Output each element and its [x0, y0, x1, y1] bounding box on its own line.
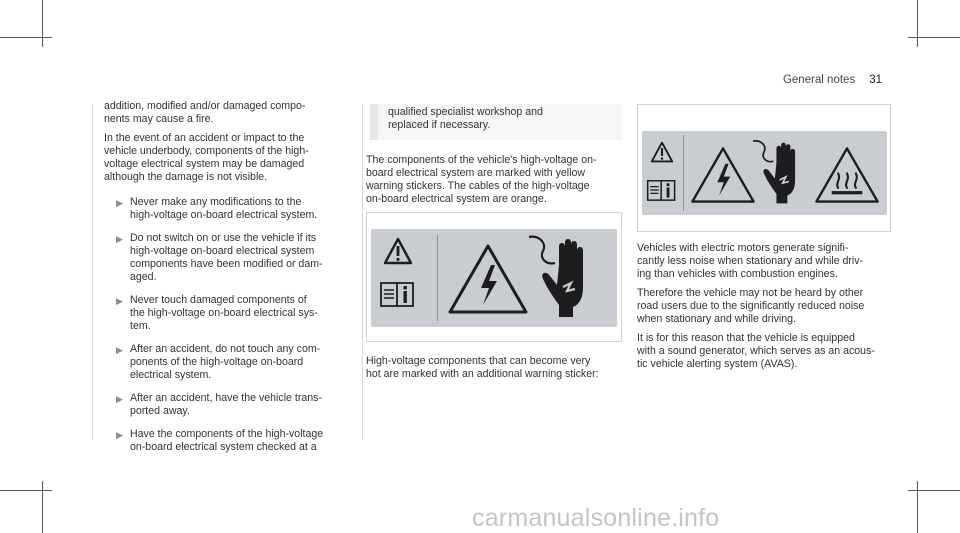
warning-triangle-icon [650, 141, 674, 163]
crop-mark [917, 481, 918, 533]
paragraph: addition, modified and/or damaged compo- nents may cause a fire. [104, 100, 306, 125]
paragraph: The components of the vehicle's high-voltage on- board electrical system are marked with yellow warning stickers. The cables of the high-voltage on-board electrical system are orange. [366, 154, 597, 205]
page-number: 31 [869, 74, 882, 86]
watermark: carmanualsonline.info [472, 504, 720, 532]
crop-mark [42, 0, 43, 47]
list-item-text: Have the components of the high-voltage on-board electrical system checked at a [130, 428, 324, 453]
list-item [104, 294, 344, 333]
arrow-bullet-icon: ▶ [116, 345, 123, 355]
arrow-bullet-icon: ▶ [116, 198, 123, 208]
column-divider [362, 104, 363, 440]
manual-info-icon [379, 279, 417, 309]
sticker-divider [437, 235, 438, 321]
crop-mark [0, 490, 52, 491]
arrow-bullet-icon: ▶ [116, 234, 123, 244]
warning-box-continuation [370, 104, 622, 140]
paragraph: It is for this reason that the vehicle is equipped with a sound generator, which serves as an acous- tic vehicle alerting system (AVAS). [637, 332, 875, 370]
paragraph: Vehicles with electric motors generate signifi- cantly less noise when stationary and while driv- ing than vehicles with combustion engines. [637, 242, 864, 280]
running-header [783, 74, 882, 86]
sticker-divider [683, 135, 684, 211]
column-right [637, 242, 897, 377]
arrow-bullet-icon: ▶ [116, 430, 123, 440]
list-item [104, 392, 344, 418]
list-item-text: After an accident, have the vehicle trans- ported away. [130, 392, 322, 417]
column-divider [92, 104, 93, 440]
warning-triangle-icon [383, 237, 413, 265]
column-left [104, 100, 344, 464]
column-middle [366, 104, 622, 212]
figure-hot-surface-sticker [637, 104, 891, 232]
crop-mark [908, 490, 960, 491]
hot-surface-triangle-icon [814, 145, 880, 205]
hand-shock-icon [750, 137, 806, 209]
caption-text: High-voltage components that can become very hot are marked with an additional warning sticker: [366, 355, 599, 380]
section-title: General notes [782, 74, 856, 86]
high-voltage-triangle-icon [690, 145, 756, 205]
crop-mark [908, 37, 960, 38]
list-item [104, 232, 344, 284]
list-item-text: After an accident, do not touch any com- ponents of the high-voltage on-board electrical system. [130, 343, 321, 381]
figure-high-voltage-sticker [366, 212, 622, 342]
warning-box-text: qualified specialist workshop and replaced if necessary. [388, 106, 543, 131]
list-item-text: Do not switch on or use the vehicle if its high-voltage on-board electrical system components have been modified or dam- aged. [130, 232, 323, 283]
crop-mark [0, 37, 52, 38]
crop-mark [42, 481, 43, 533]
arrow-bullet-icon: ▶ [116, 296, 123, 306]
paragraph: In the event of an accident or impact to the vehicle underbody, components of the high- voltage electrical system may be damaged although the damage is not visible. [104, 132, 309, 183]
list-item [104, 343, 344, 382]
list-item-text: Never touch damaged components of the high-voltage on-board electrical sys- tem. [130, 294, 318, 332]
paragraph: Therefore the vehicle may not be heard by other road users due to the significantly reduced noise when stationary and while driving. [637, 287, 865, 325]
list-item [104, 428, 344, 454]
hand-shock-icon [525, 233, 597, 323]
manual-info-icon [646, 177, 678, 203]
high-voltage-triangle-icon [447, 243, 529, 315]
arrow-bullet-icon: ▶ [116, 394, 123, 404]
crop-mark [917, 0, 918, 47]
figure-caption [366, 355, 626, 387]
list-item [104, 196, 344, 222]
list-item-text: Never make any modifications to the high-voltage on-board electrical system. [130, 196, 318, 221]
